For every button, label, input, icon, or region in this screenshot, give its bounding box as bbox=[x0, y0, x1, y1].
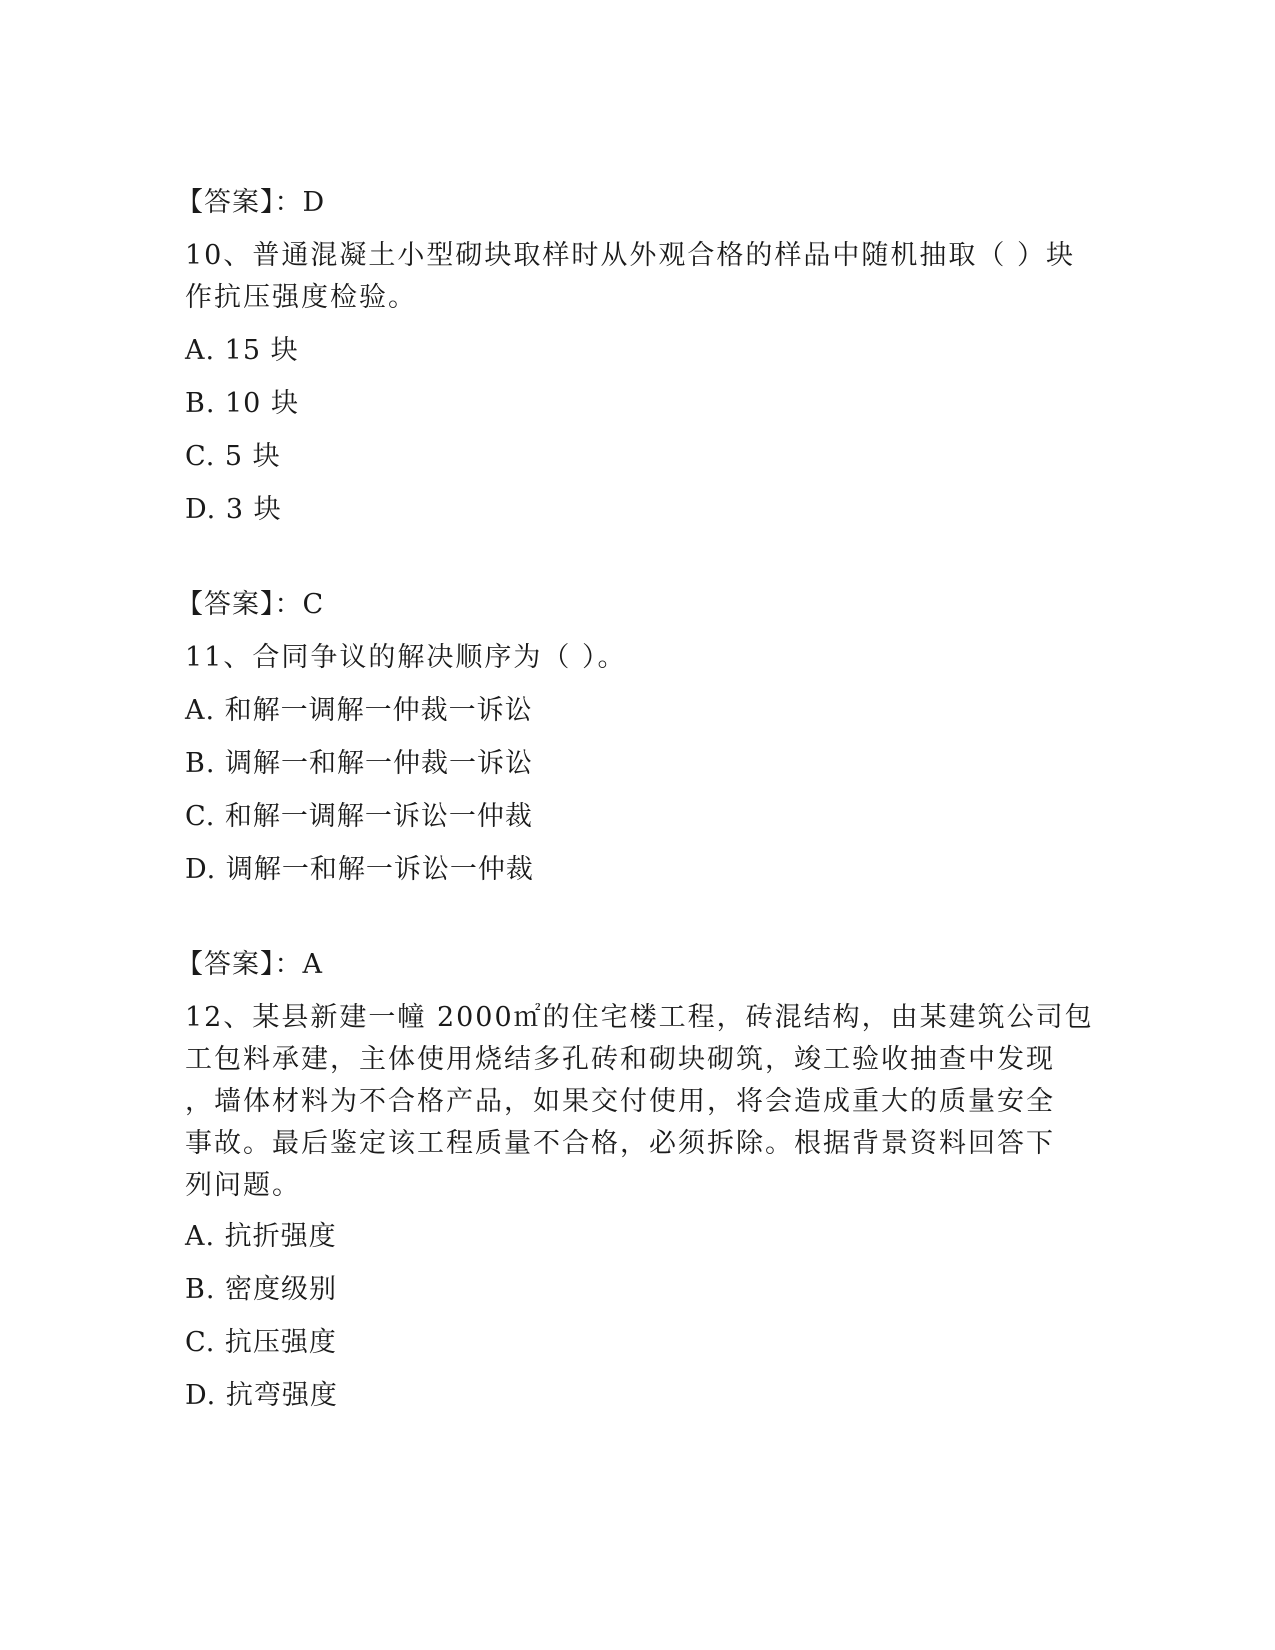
answer-line: 【答案】：D bbox=[176, 187, 326, 218]
option-a: A. 15 块 bbox=[185, 335, 299, 366]
option-a: A. 抗折强度 bbox=[185, 1221, 337, 1252]
option-c: C. 5 块 bbox=[185, 441, 281, 472]
option-a: A. 和解一调解一仲裁一诉讼 bbox=[185, 695, 533, 726]
question-11-stem bbox=[185, 637, 1065, 679]
option-b: B. 密度级别 bbox=[185, 1274, 338, 1305]
option-b: B. 调解一和解一仲裁一诉讼 bbox=[185, 748, 534, 779]
question-10-stem bbox=[185, 235, 1075, 319]
answer-line: 【答案】：C bbox=[176, 589, 325, 620]
question-stem-line: 列问题。 bbox=[185, 1170, 301, 1201]
option-d: D. 抗弯强度 bbox=[185, 1380, 338, 1411]
question-stem-line: 工包料承建，主体使用烧结多孔砖和砌块砌筑，竣工验收抽查中发现 bbox=[185, 1044, 1055, 1075]
option-b: B. 10 块 bbox=[185, 388, 299, 419]
question-stem-line: ，墙体材料为不合格产品，如果交付使用，将会造成重大的质量安全 bbox=[185, 1086, 1055, 1117]
option-d: D. 调解一和解一诉讼一仲裁 bbox=[185, 854, 534, 885]
question-stem-line: 11、合同争议的解决顺序为（ ）。 bbox=[185, 642, 627, 673]
question-stem-line: 事故。最后鉴定该工程质量不合格，必须拆除。根据背景资料回答下 bbox=[185, 1128, 1055, 1159]
question-stem-line: 作抗压强度检验。 bbox=[185, 282, 417, 313]
option-d: D. 3 块 bbox=[185, 494, 282, 525]
question-stem-line: 10、普通混凝土小型砌块取样时从外观合格的样品中随机抽取（ ）块 bbox=[185, 240, 1075, 271]
option-c: C. 抗压强度 bbox=[185, 1327, 337, 1358]
question-stem-line: 12、某县新建一幢 2000㎡的住宅楼工程，砖混结构，由某建筑公司包 bbox=[185, 1002, 1094, 1033]
answer-line: 【答案】：A bbox=[176, 949, 323, 980]
question-12-stem bbox=[185, 997, 1094, 1207]
option-c: C. 和解一调解一诉讼一仲裁 bbox=[185, 801, 533, 832]
